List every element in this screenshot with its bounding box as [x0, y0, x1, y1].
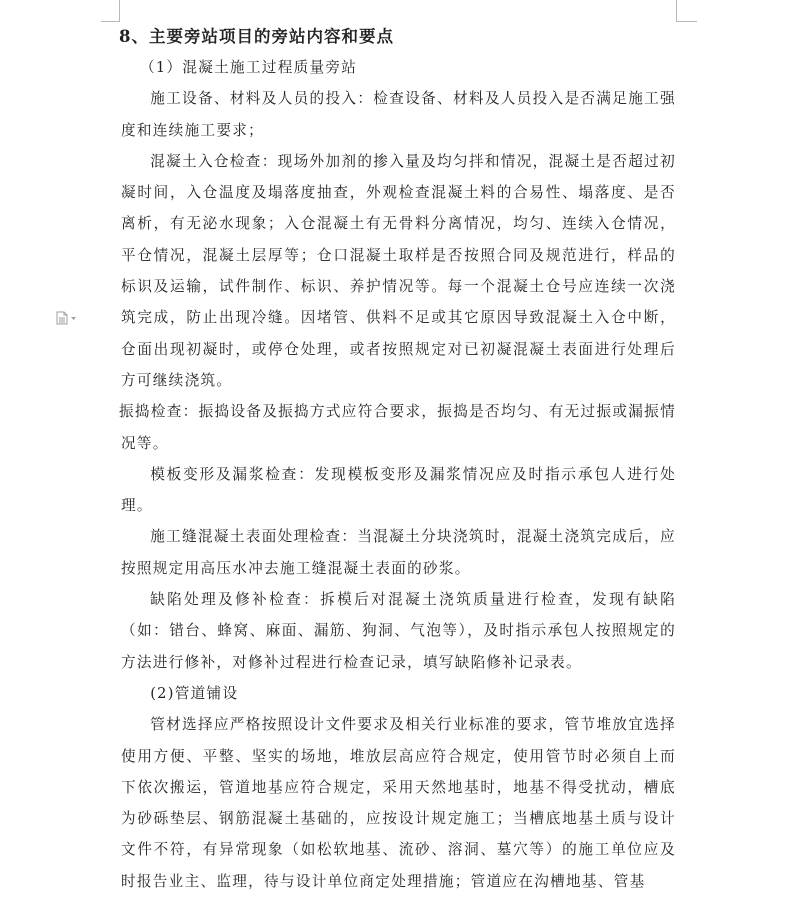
paragraph-pipe-materials: 管材选择应严格按照设计文件要求及相关行业标准的要求，管节堆放宜选择使用方便、平整、坚实的场地，堆放层高应符合规定，使用管节时必须自上而下依次搬运，管道地基应符合规定，采用天然地基时，地基不得受扰动，槽底为砂砾垫层、钢筋混凝土基础的，应按设计规定施工；当槽底地基土质与设计文件不符，有异常现象（如松软地基、流砂、溶洞、墓穴等）的施工单位应及时报告业主、监理，待与设计单位商定处理措施；管道应在沟槽地基、管基: [121, 716, 676, 890]
page-corner-mark-left-v: [119, 0, 120, 22]
paragraph-equipment: 施工设备、材料及人员的投入：检查设备、材料及人员投入是否满足施工强度和连续施工要求；: [121, 90, 676, 139]
paragraph-defect-repair: 缺陷处理及修补检查：拆模后对混凝土浇筑质量进行检查，发现有缺陷（如：错台、蜂窝、麻面、漏筋、狗洞、气泡等），及时指示承包人按照规定的方法进行修补，对修补过程进行检查记录，填写缺陷修补记录表。: [121, 591, 676, 671]
page-corner-mark-right-v: [676, 0, 677, 22]
paragraph-formwork: 模板变形及漏浆检查：发现模板变形及漏浆情况应及时指示承包人进行处理。: [121, 465, 676, 515]
subheading-concrete: （1）混凝土施工过程质量旁站: [139, 59, 358, 76]
page-corner-mark-left-h: [101, 21, 119, 22]
paragraph-construction-joint: 施工缝混凝土表面处理检查：当混凝土分块浇筑时，混凝土浇筑完成后，应按照规定用高压水冲去施工缝混凝土表面的砂浆。: [121, 528, 676, 577]
document-body: [121, 22, 676, 897]
document-icon[interactable]: [56, 310, 78, 324]
paragraph-concrete-entry: 混凝土入仓检查：现场外加剂的掺入量及均匀拌和情况，混凝土是否超过初凝时间，入仓温度及塌落度抽查，外观检查混凝土料的合易性、塌落度、是否离析，有无泌水现象；入仓混凝土有无骨料分离情况，均匀、连续入仓情况，平仓情况，混凝土层厚等；仓口混凝土取样是否按照合同及规范进行，样品的标识及运输，试件制作、标识、养护情况等。每一个混凝土仓号应连续一次浇筑完成，防止出现冷缝。因堵管、供料不足或其它原因导致混凝土入仓中断，仓面出现初凝时，或停仓处理，或者按照规定对已初凝混凝土表面进行处理后方可继续浇筑。: [121, 152, 676, 389]
paragraph-vibration: 振捣检查：振捣设备及振捣方式应符合要求，振捣是否均匀、有无过振或漏振情况等。: [119, 403, 676, 452]
page-corner-mark-right-h: [676, 21, 697, 22]
section-heading: 8、主要旁站项目的旁站内容和要点: [119, 27, 394, 46]
subheading-pipe-laying: (2)管道铺设: [150, 684, 239, 702]
